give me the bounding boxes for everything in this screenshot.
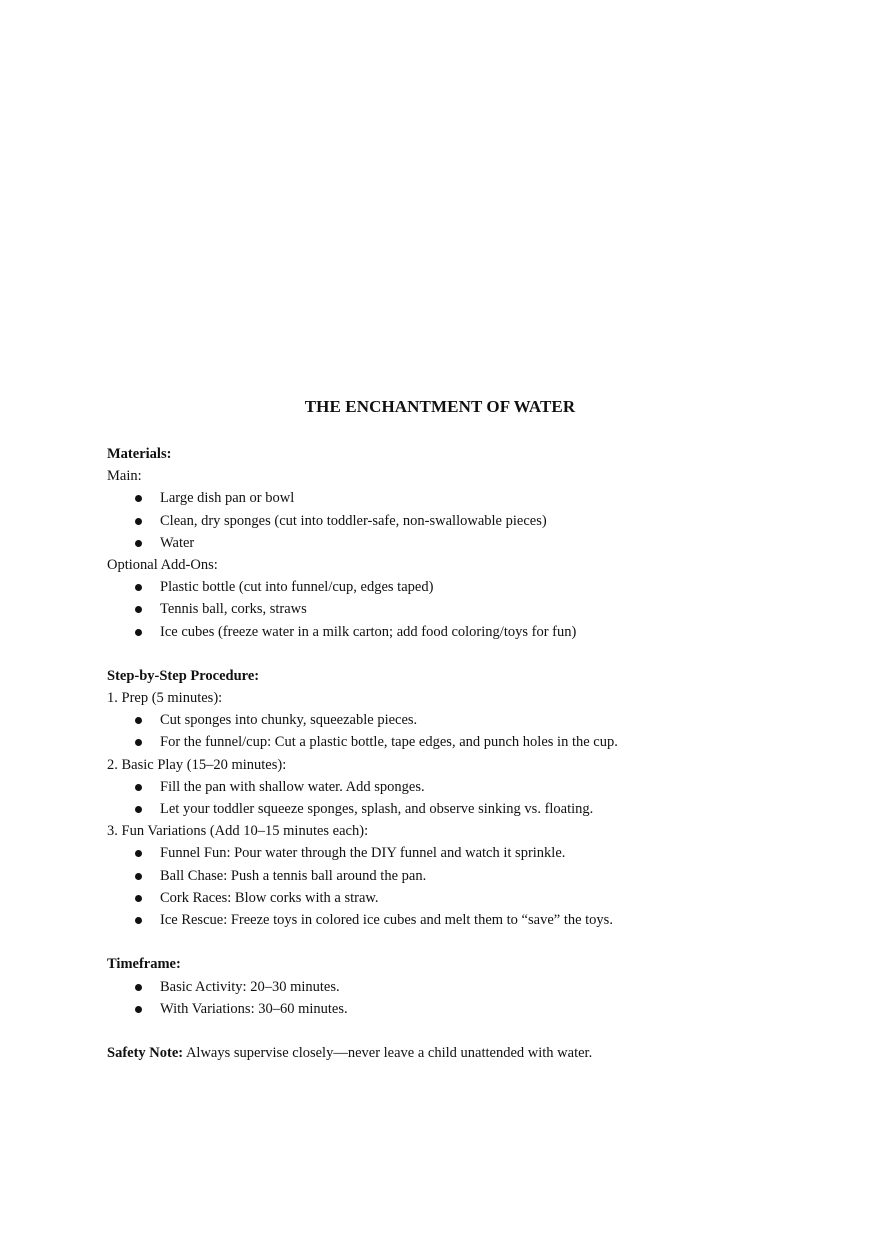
bullet-icon: [135, 540, 142, 547]
spacer: [107, 931, 807, 953]
list-item-text: For the funnel/cup: Cut a plastic bottle, tape edges, and punch holes in the cup.: [160, 734, 618, 751]
step-label: 3. Fun Variations (Add 10–15 minutes each):: [107, 823, 369, 840]
list-item-text: Water: [160, 534, 195, 551]
list-item-text: Let your toddler squeeze sponges, splash, and observe sinking vs. floating.: [160, 801, 594, 817]
spacer: [107, 1020, 807, 1042]
list-item-text: With Variations: 30–60 minutes.: [160, 1000, 348, 1017]
bullet-icon: [135, 518, 142, 525]
bullet-icon: [135, 784, 142, 791]
list-item: [107, 487, 807, 509]
procedure-heading: Step-by-Step Procedure:: [107, 667, 260, 684]
list-item-text: Fill the pan with shallow water. Add sponges.: [160, 778, 425, 795]
bullet-icon: [135, 917, 142, 924]
bullet-icon: [135, 895, 142, 902]
list-item-text: Plastic bottle (cut into funnel/cup, edges taped): [160, 579, 434, 596]
materials-main-label: Main:: [107, 468, 142, 485]
list-item: [107, 976, 807, 998]
bullet-icon: [135, 984, 142, 991]
list-item: [107, 621, 807, 643]
list-item-text: Ball Chase: Push a tennis ball around the pan.: [160, 867, 427, 884]
bullet-icon: [135, 850, 142, 857]
safety-note: [107, 1042, 807, 1064]
materials-heading: Materials:: [107, 446, 172, 462]
bullet-icon: [135, 495, 142, 502]
list-item: [107, 998, 807, 1020]
list-item-text: Ice Rescue: Freeze toys in colored ice cubes and melt them to “save” the toys.: [160, 911, 613, 928]
list-item: [107, 532, 807, 554]
list-item-text: Large dish pan or bowl: [160, 490, 295, 507]
page-title: THE ENCHANTMENT OF WATER: [304, 397, 576, 416]
bullet-icon: [135, 1006, 142, 1013]
list-item-text: Cork Races: Blow corks with a straw.: [160, 889, 379, 906]
bullet-icon: [135, 584, 142, 591]
document-body: [107, 443, 807, 1064]
bullet-icon: [135, 739, 142, 746]
list-item-text: Clean, dry sponges (cut into toddler-safe, non-swallowable pieces): [160, 512, 547, 529]
list-item: [107, 798, 807, 820]
safety-label: Safety Note:: [107, 1045, 184, 1062]
list-item: [107, 909, 807, 931]
bullet-icon: [135, 806, 142, 813]
bullet-icon: [135, 717, 142, 724]
list-item-text: Cut sponges into chunky, squeezable pieces.: [160, 712, 418, 729]
list-item-text: Ice cubes (freeze water in a milk carton; add food coloring/toys for fun): [160, 623, 577, 640]
step-label: 2. Basic Play (15–20 minutes):: [107, 756, 287, 773]
list-item-text: Tennis ball, corks, straws: [160, 601, 307, 618]
step-label: 1. Prep (5 minutes):: [107, 690, 223, 707]
bullet-icon: [135, 606, 142, 613]
list-item: [107, 865, 807, 887]
safety-text: Always supervise closely—never leave a child unattended with water.: [185, 1045, 593, 1062]
list-item: [107, 731, 807, 753]
bullet-icon: [135, 629, 142, 636]
timeframe-heading: Timeframe:: [107, 956, 181, 973]
list-item-text: Basic Activity: 20–30 minutes.: [160, 978, 340, 995]
list-item: [107, 576, 807, 598]
list-item: [107, 510, 807, 532]
list-item: [107, 709, 807, 731]
list-item-text: Funnel Fun: Pour water through the DIY funnel and watch it sprinkle.: [160, 845, 566, 862]
spacer: [107, 643, 807, 665]
list-item: [107, 776, 807, 798]
bullet-icon: [135, 873, 142, 880]
list-item: [107, 842, 807, 864]
list-item: [107, 887, 807, 909]
materials-optional-label: Optional Add-Ons:: [107, 556, 218, 573]
list-item: [107, 598, 807, 620]
